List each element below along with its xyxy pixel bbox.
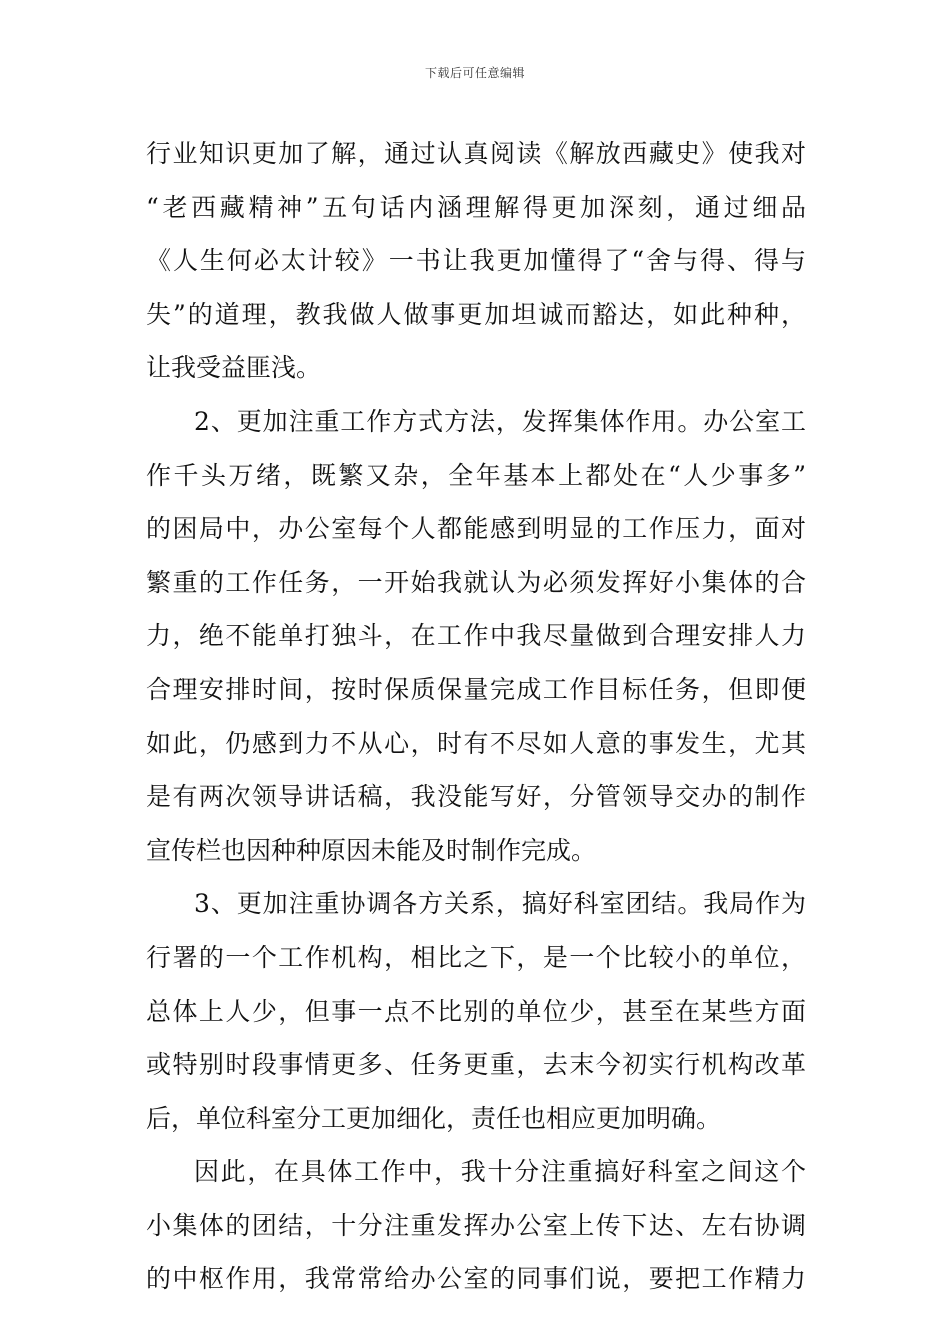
text-line: 因此，在具体工作中，我十分注重搞好科室之间这个 xyxy=(194,1157,806,1187)
text-line: 行业知识更加了解，通过认真阅读《解放西藏史》使我对 xyxy=(146,139,806,168)
page-header: 下载后可任意编辑 xyxy=(424,66,525,80)
text-line: “老西藏精神”五句话内涵理解得更加深刻，通过细品 xyxy=(146,192,806,222)
document-body xyxy=(146,127,806,1306)
text-line: 繁重的工作任务，一开始我就认为必须发挥好小集体的合 xyxy=(146,567,806,597)
text-line: 小集体的团结，十分注重发挥办公室上传下达、左右协调 xyxy=(146,1210,806,1240)
text-line: 宣传栏也因种种原因未能及时制作完成。 xyxy=(146,835,597,865)
text-line: 的中枢作用，我常常给办公室的同事们说，要把工作精力 xyxy=(146,1264,806,1294)
paragraph xyxy=(146,1145,806,1306)
text-line: 《人生何必太计较》一书让我更加懂得了“舍与得、得与 xyxy=(146,246,806,276)
text-line: 作千头万绪，既繁又杂，全年基本上都处在“人少事多” xyxy=(146,460,806,490)
paragraph xyxy=(146,877,806,1145)
text-line: 2、更加注重工作方式方法，发挥集体作用。办公室工 xyxy=(194,406,806,436)
text-line: 如此，仍感到力不从心，时有不尽如人意的事发生，尤其 xyxy=(146,728,806,758)
text-line: 或特别时段事情更多、任务更重，去末今初实行机构改革 xyxy=(146,1050,806,1080)
text-line: 让我受益匪浅。 xyxy=(146,353,322,383)
text-line: 合理安排时间，按时保质保量完成工作目标任务，但即便 xyxy=(146,674,806,704)
text-line: 力，绝不能单打独斗，在工作中我尽量做到合理安排人力 xyxy=(146,621,806,651)
paragraph xyxy=(146,127,806,395)
text-line: 总体上人少，但事一点不比别的单位少，甚至在某些方面 xyxy=(146,996,806,1026)
text-line: 失”的道理，教我做人做事更加坦诚而豁达，如此种种， xyxy=(146,299,806,329)
text-line: 是有两次领导讲话稿，我没能写好，分管领导交办的制作 xyxy=(146,782,806,812)
text-line: 3、更加注重协调各方关系，搞好科室团结。我局作为 xyxy=(194,889,806,919)
paragraph xyxy=(146,395,806,877)
text-line: 行署的一个工作机构，相比之下，是一个比较小的单位， xyxy=(146,942,806,972)
text-line: 后，单位科室分工更加细化，责任也相应更加明确。 xyxy=(146,1103,722,1133)
text-line: 的困局中，办公室每个人都能感到明显的工作压力，面对 xyxy=(146,514,806,544)
